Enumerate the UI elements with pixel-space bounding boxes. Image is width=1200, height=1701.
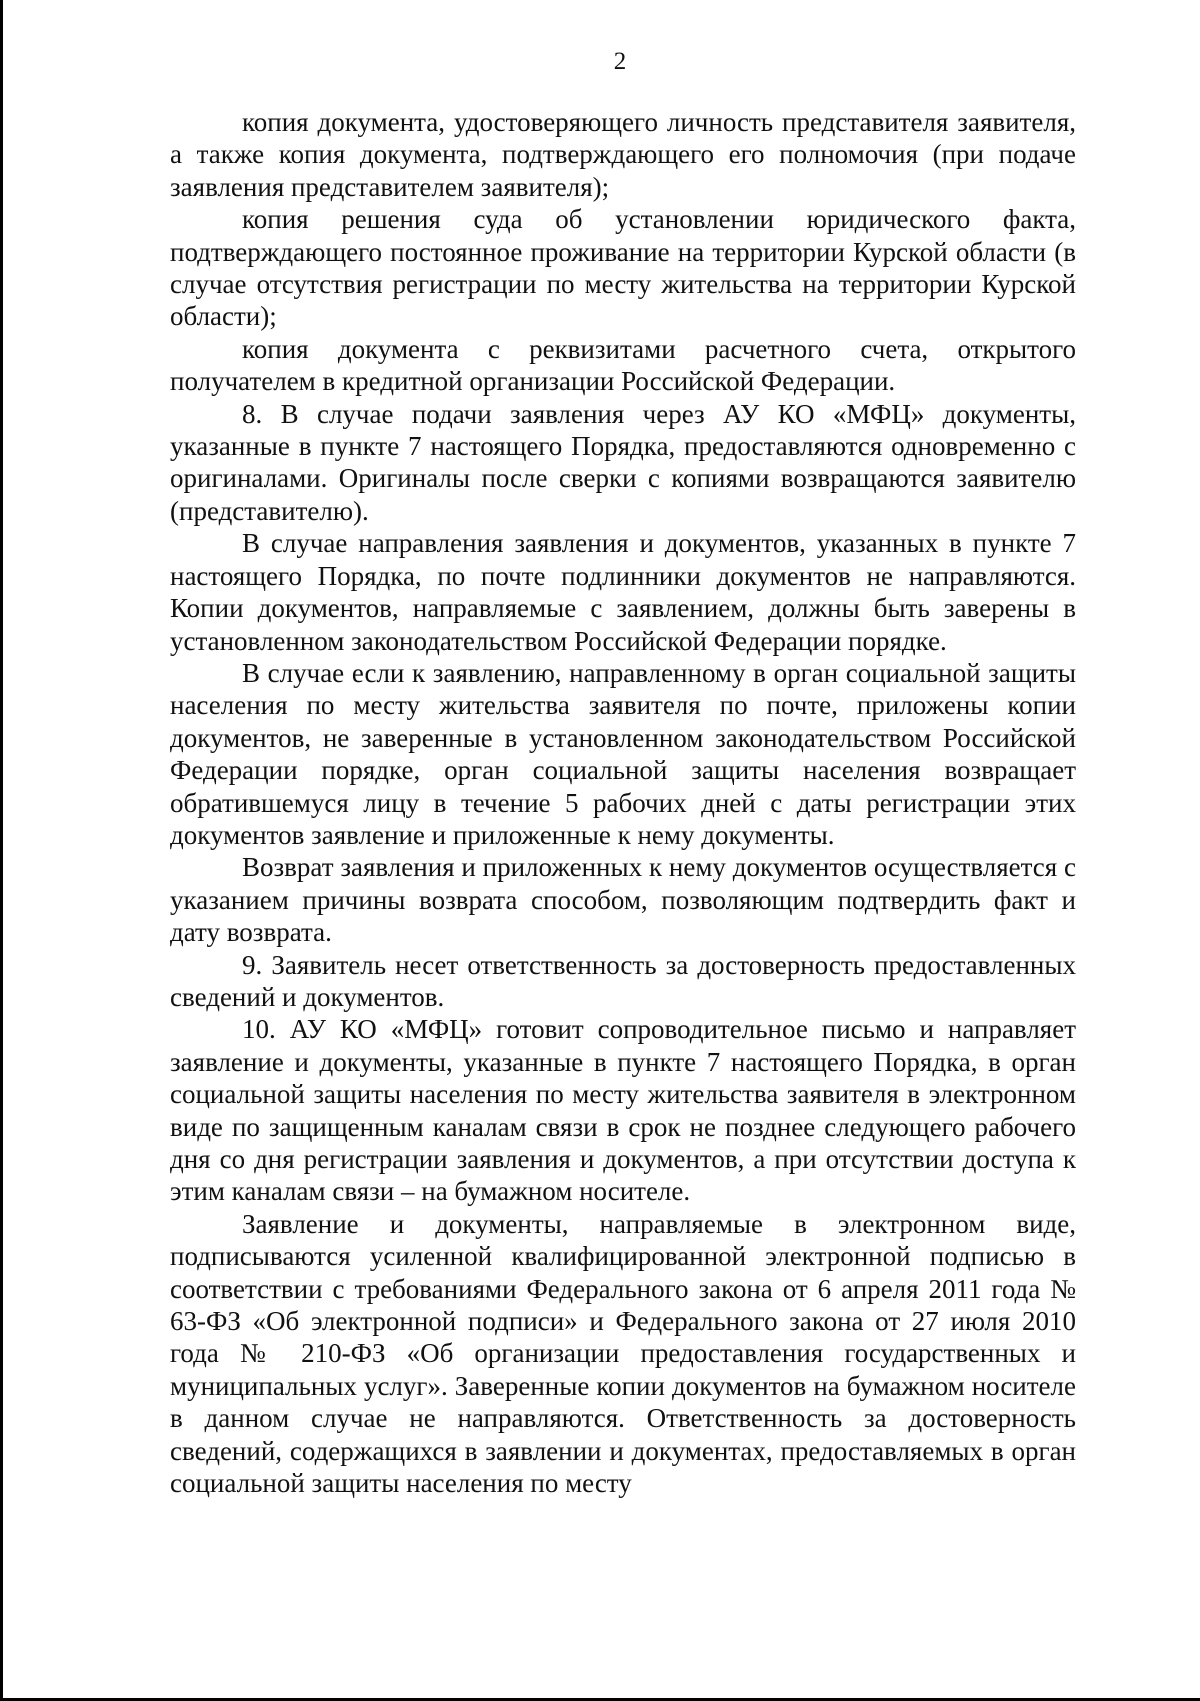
document-body <box>170 106 1076 1499</box>
paragraph-representative-id-copy: копия документа, удостоверяющего личность представителя заявителя, а также копия документа, подтверждающего его полномочия (при подаче заявления представителем заявителя); <box>170 107 1076 202</box>
paragraph-item-8: 8. В случае подачи заявления через АУ КО «МФЦ» документы, указанные в пункте 7 настоящего Порядка, предоставляются одновременно с оригиналами. Оригиналы после сверки с копиями возвращаются заявителю (представителю). <box>170 398 1076 526</box>
paragraph-item-9: 9. Заявитель несет ответственность за достоверность предоставленных сведений и документов. <box>170 949 1076 1012</box>
paragraph-uncertified-copies: В случае если к заявлению, направленному в орган социальной защиты населения по месту жительства заявителя по почте, приложены копии документов, не заверенные в установленном законодательством Российской Федерации порядке, орган социальной защиты населения возвращает обратившемуся лицу в течение 5 рабочих дней с даты регистрации этих документов заявление и приложенные к нему документы. <box>170 657 1076 850</box>
paragraph-bank-details-copy: копия документа с реквизитами расчетного счета, открытого получателем в кредитной организации Российской Федерации. <box>170 333 1076 397</box>
paragraph-return-procedure: Возврат заявления и приложенных к нему документов осуществляется с указанием причины возврата способом, позволяющим подтвердить факт и дату возврата. <box>170 852 1076 948</box>
paragraph-court-decision-copy: копия решения суда об установлении юридического факта, подтверждающего постоянное проживание на территории Курской области (в случае отсутствия регистрации по месту жительства на территории Курской области); <box>170 204 1076 332</box>
scan-left-edge <box>0 0 3 1701</box>
paragraph-electronic-signature: Заявление и документы, направляемые в электронном виде, подписываются усиленной квалифицированной электронной подписью в соответствии с требованиями Федерального закона от 6 апреля 2011 года № 63-ФЗ «Об электронной подписи» и Федерального закона от 27 июля 2010 года № 210-ФЗ «Об организации предоставления государственных и муниципальных услуг». Заверенные копии документов на бумажном носителе в данном случае не направляются. Ответственность за достоверность сведений, содержащихся в заявлении и документах, предоставляемых в орган социальной защиты населения по месту <box>170 1208 1076 1499</box>
paragraph-postal-submission: В случае направления заявления и документов, указанных в пункте 7 настоящего Порядка, по почте подлинники документов не направляются. Копии документов, направляемые с заявлением, должны быть заверены в установленном законодательством Российской Федерации порядке. <box>170 528 1076 656</box>
page-number: 2 <box>613 48 627 75</box>
paragraph-item-10: 10. АУ КО «МФЦ» готовит сопроводительное письмо и направляет заявление и документы, указанные в пункте 7 настоящего Порядка, в орган социальной защиты населения по месту жительства заявителя в электронном виде по защищенным каналам связи в срок не позднее следующего рабочего дня со дня регистрации заявления и документов, а при отсутствии доступа к этим каналам связи – на бумажном носителе. <box>170 1014 1076 1207</box>
